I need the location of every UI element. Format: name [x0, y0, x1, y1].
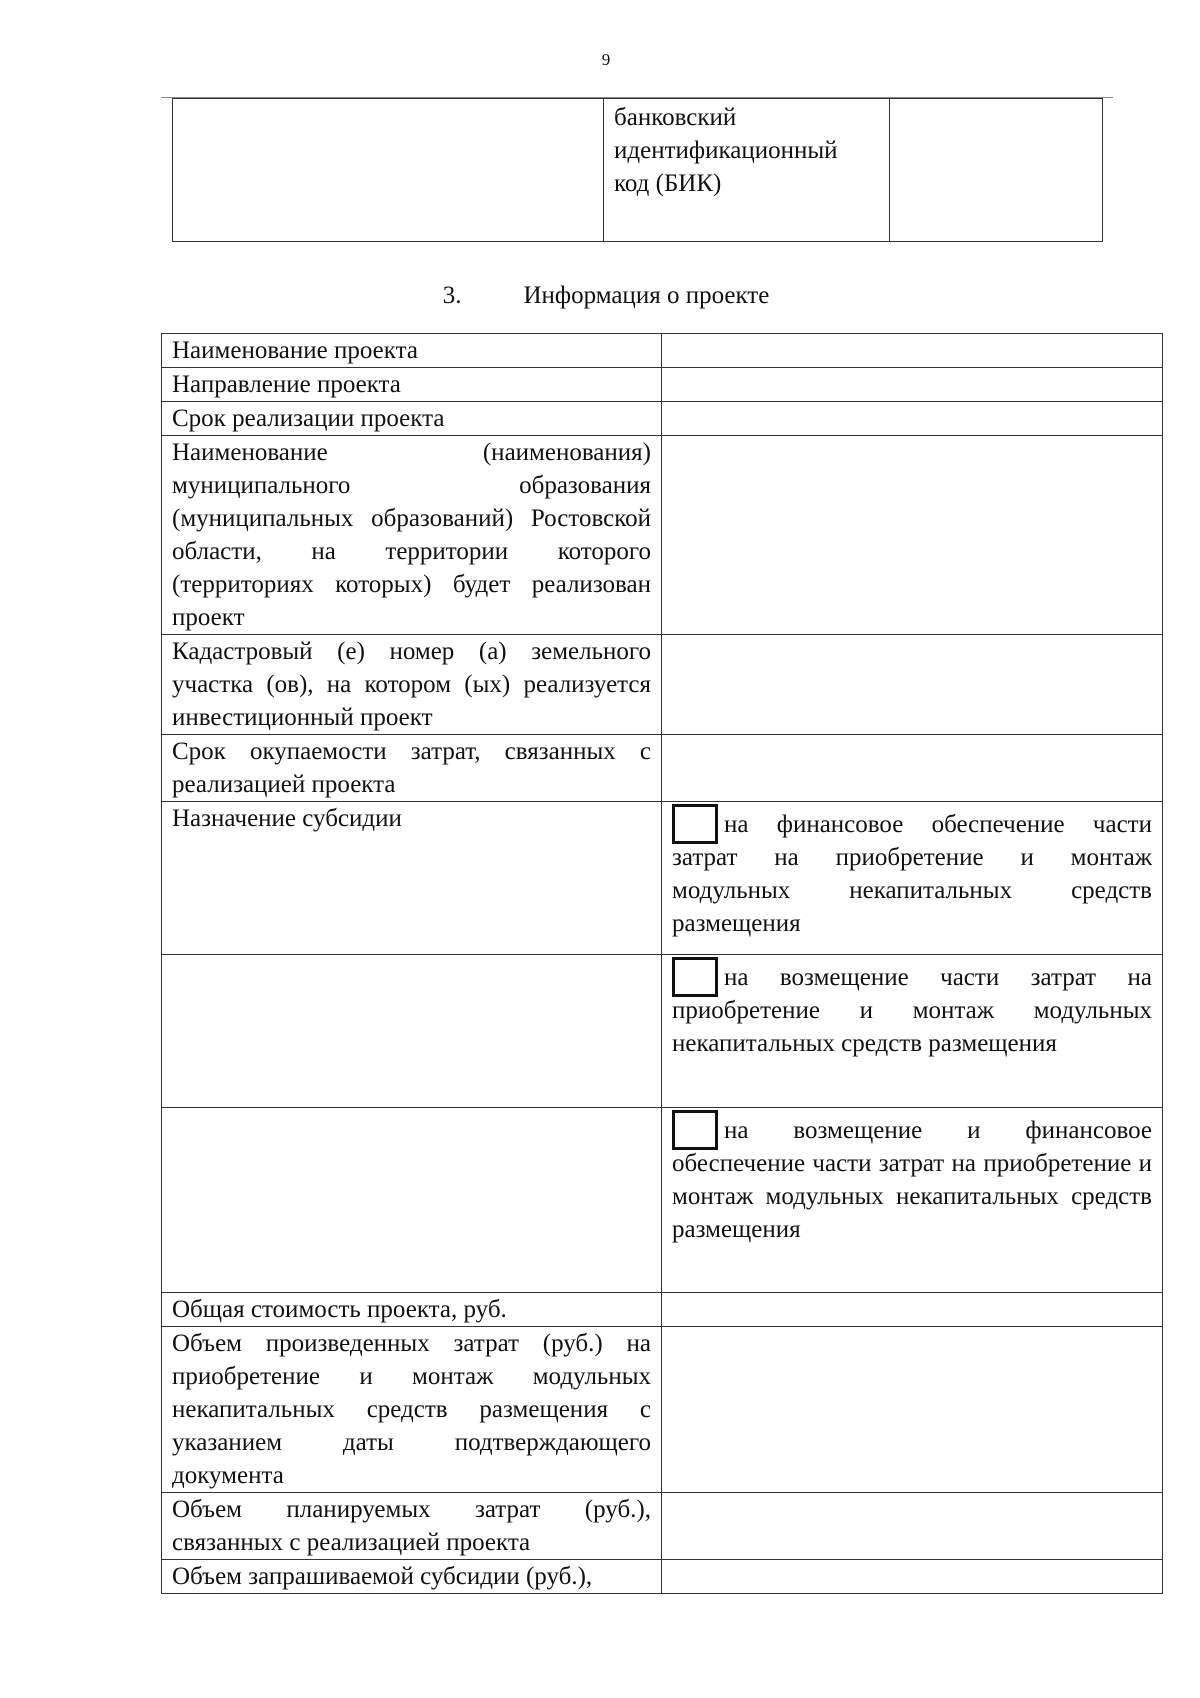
- empty-label-cell: [162, 955, 662, 1108]
- row-label-cadastral: Кадастровый (е) номер (а) земельного участка (ов), на котором (ых) реализуется инвестиционный проект: [162, 635, 662, 735]
- bik-label: [604, 99, 890, 242]
- row-value-direction[interactable]: [662, 368, 1163, 402]
- table-row: [162, 1493, 1163, 1560]
- checkbox-icon[interactable]: [672, 804, 718, 844]
- table-row: [162, 334, 1163, 368]
- row-label-term: Срок реализации проекта: [162, 402, 662, 436]
- purpose-option-text: на финансовое обеспечение части затрат на приобретение и монтаж модульных некапитальных средств размещения: [672, 811, 1152, 937]
- table-row: [162, 802, 1163, 955]
- table-row: [162, 955, 1163, 1108]
- checkbox-icon[interactable]: [672, 1110, 718, 1150]
- table-row: [162, 368, 1163, 402]
- row-value-term[interactable]: [662, 402, 1163, 436]
- bik-value-cell[interactable]: [890, 99, 1103, 242]
- table-row: [162, 1560, 1163, 1594]
- purpose-option-text: на возмещение и финансовое обеспечение части затрат на приобретение и монтаж модульных некапитальных средств размещения: [672, 1117, 1152, 1243]
- empty-cell: [173, 99, 604, 242]
- purpose-option-2[interactable]: [662, 955, 1163, 1108]
- row-value-spent[interactable]: [662, 1327, 1163, 1493]
- row-label-spent: Объем произведенных затрат (руб.) на приобретение и монтаж модульных некапитальных средств размещения с указанием даты подтверждающего документа: [162, 1327, 662, 1493]
- table-row: [162, 1108, 1163, 1293]
- bik-label-text: банковский идентификационный код (БИК): [614, 104, 838, 197]
- row-label-total-cost: Общая стоимость проекта, руб.: [162, 1293, 662, 1327]
- purpose-option-1[interactable]: [662, 802, 1163, 955]
- row-value-planned[interactable]: [662, 1493, 1163, 1560]
- purpose-option-3[interactable]: [662, 1108, 1163, 1293]
- table-row: [162, 1327, 1163, 1493]
- row-value-cadastral[interactable]: [662, 635, 1163, 735]
- row-label-planned: Объем планируемых затрат (руб.), связанных с реализацией проекта: [162, 1493, 662, 1560]
- row-value-payback[interactable]: [662, 735, 1163, 802]
- purpose-option-text: на возмещение части затрат на приобретение и монтаж модульных некапитальных средств размещения: [672, 964, 1152, 1057]
- page-number: 9: [601, 50, 611, 69]
- row-value-name[interactable]: [662, 334, 1163, 368]
- table-row: [162, 402, 1163, 436]
- section-heading: [0, 282, 1200, 310]
- row-label-purpose: Назначение субсидии: [162, 802, 662, 955]
- table-row: [162, 735, 1163, 802]
- empty-label-cell: [162, 1108, 662, 1293]
- section-number: 3.: [442, 282, 462, 309]
- row-value-total-cost[interactable]: [662, 1293, 1163, 1327]
- row-label-requested: Объем запрашиваемой субсидии (руб.),: [162, 1560, 662, 1594]
- row-label-name: Наименование проекта: [162, 334, 662, 368]
- bank-details-table: [172, 98, 1103, 242]
- table-row: [173, 99, 1103, 242]
- row-label-municipality: Наименование (наименования) муниципального образования (муниципальных образований) Ростовской области, на территории которого (территориях которых) будет реализован проект: [162, 436, 662, 635]
- project-info-table: [161, 333, 1163, 1594]
- row-label-direction: Направление проекта: [162, 368, 662, 402]
- row-value-municipality[interactable]: [662, 436, 1163, 635]
- table-row: [162, 1293, 1163, 1327]
- table-row: [162, 436, 1163, 635]
- row-value-requested[interactable]: [662, 1560, 1163, 1594]
- row-label-payback: Срок окупаемости затрат, связанных с реализацией проекта: [162, 735, 662, 802]
- section-title: Информация о проекте: [523, 282, 770, 309]
- table-row: [162, 635, 1163, 735]
- checkbox-icon[interactable]: [672, 957, 718, 997]
